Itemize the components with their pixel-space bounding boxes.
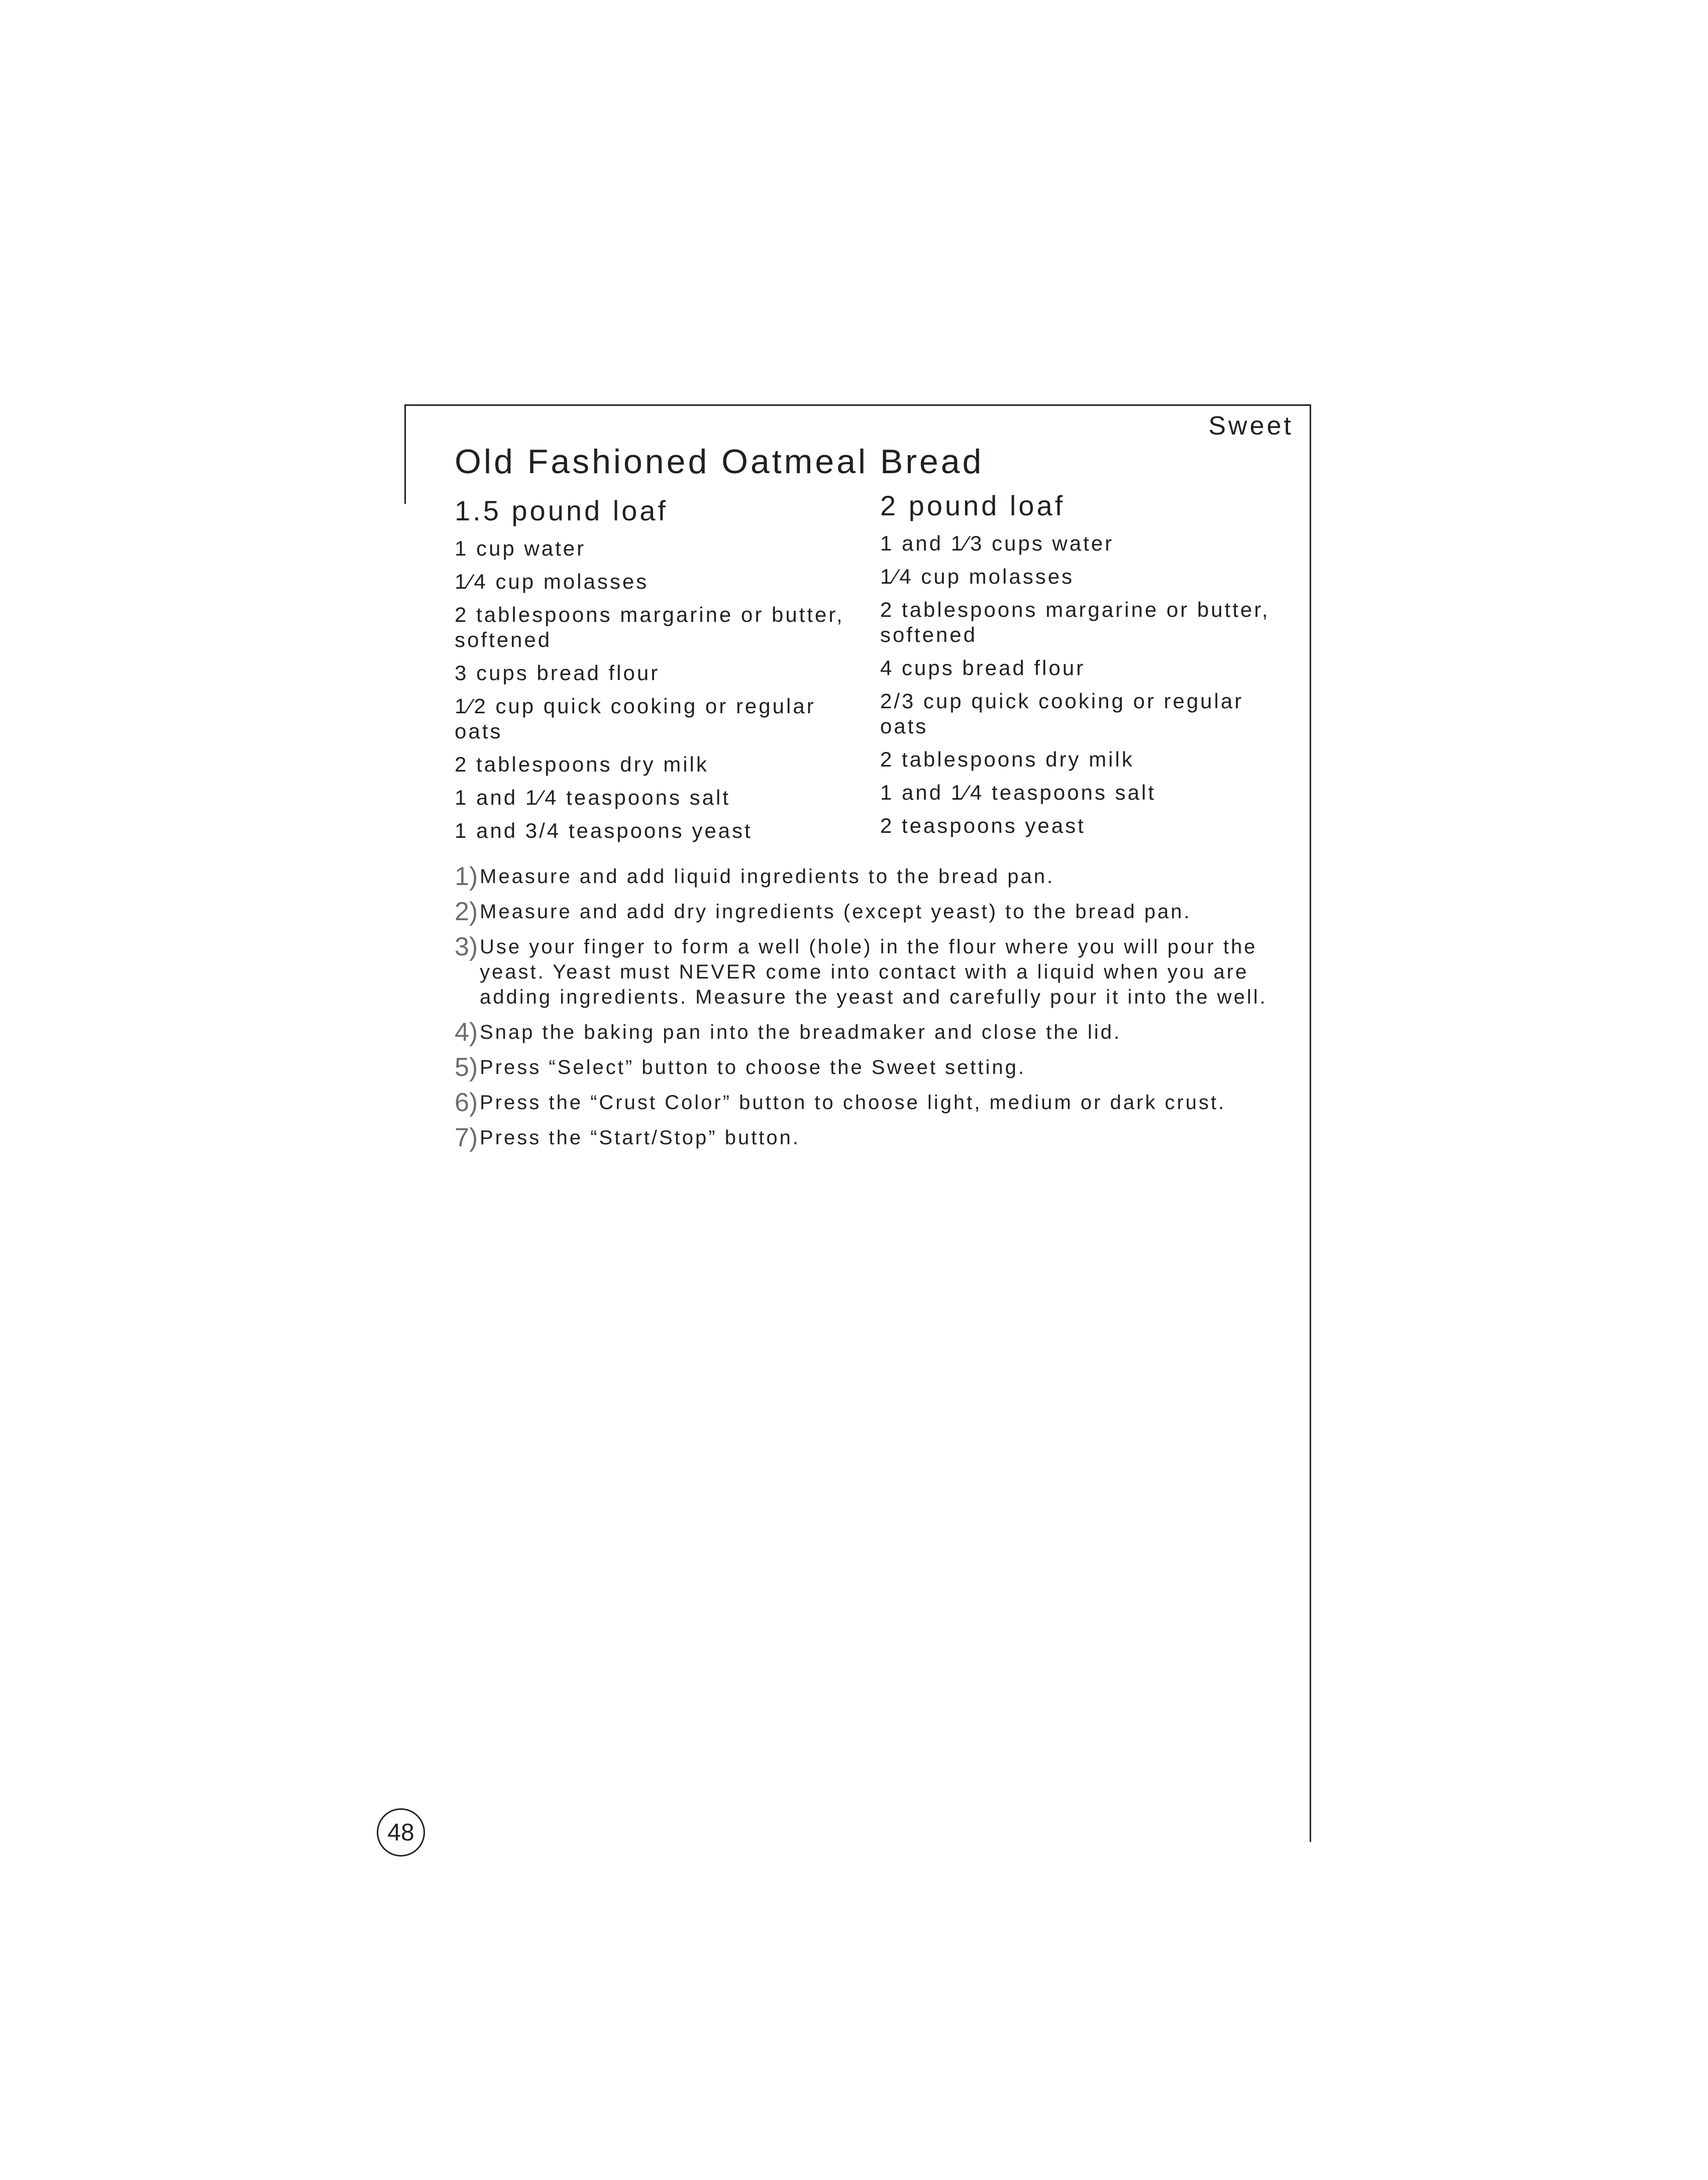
step-item [455,934,1289,1010]
ingredient-item: 1 and 1⁄3 cups water [880,531,1114,555]
ingredients-column-1-5-pound [455,495,867,851]
step-text: Press “Select” button to choose the Sweet setting. [480,1056,1026,1078]
ingredient-item: 2 tablespoons dry milk [455,752,709,776]
ingredient-item: 2/3 cup quick cooking or regular oats [880,689,1244,738]
column-heading: 1.5 pound loaf [455,495,668,526]
step-number: 6) [455,1088,478,1117]
instruction-steps [455,864,1289,1160]
frame-top-rule [404,404,1311,406]
ingredient-item: 4 cups bread flour [880,656,1086,680]
frame-right-rule [1310,404,1311,1842]
step-number: 1) [455,862,478,891]
recipe-title: Old Fashioned Oatmeal Bread [455,443,984,481]
frame-left-rule [404,404,406,504]
ingredient-item: 2 tablespoons margarine or butter, softened [880,598,1270,646]
step-item [455,1055,1289,1080]
step-number: 4) [455,1018,478,1047]
ingredient-item: 1 and 1⁄4 teaspoons salt [455,786,731,809]
column-heading: 2 pound loaf [880,490,1065,521]
ingredient-item: 1⁄4 cup molasses [880,565,1075,588]
step-item [455,1125,1289,1150]
ingredient-item: 1 and 3/4 teaspoons yeast [455,819,753,842]
step-text: Snap the baking pan into the breadmaker and close the lid. [480,1021,1122,1043]
ingredient-item: 1 cup water [455,536,586,560]
ingredient-list [455,536,867,843]
ingredients-column-2-pound [880,490,1292,846]
step-item [455,864,1289,889]
step-item [455,1020,1289,1045]
step-item [455,899,1289,924]
step-text: Press the “Crust Color” button to choose light, medium or dark crust. [480,1092,1226,1114]
step-number: 7) [455,1123,478,1152]
step-text: Use your finger to form a well (hole) in the flour where you will pour the yeast. Yeast must NEVER come into contact with a liquid when you are adding ingredients. Measure the yeast and carefully pour it into the well. [480,936,1267,1008]
step-item [455,1090,1289,1115]
ingredient-item: 2 tablespoons margarine or butter, softened [455,603,844,651]
step-number: 5) [455,1053,478,1082]
ingredient-list [880,531,1292,838]
ingredient-item: 2 tablespoons dry milk [880,747,1134,771]
step-text: Measure and add liquid ingredients to the bread pan. [480,865,1055,888]
page-number-badge [377,1808,425,1857]
ingredient-item: 1⁄4 cup molasses [455,570,649,593]
ingredient-item: 1⁄2 cup quick cooking or regular oats [455,694,816,743]
step-text: Press the “Start/Stop” button. [480,1127,801,1149]
page-number: 48 [387,1819,414,1846]
step-number: 2) [455,897,478,926]
ingredient-item: 2 teaspoons yeast [880,814,1086,837]
step-number: 3) [455,932,478,961]
step-text: Measure and add dry ingredients (except yeast) to the bread pan. [480,901,1192,923]
ingredient-item: 3 cups bread flour [455,661,660,685]
section-category: Sweet [1208,411,1294,441]
ingredient-item: 1 and 1⁄4 teaspoons salt [880,781,1156,804]
